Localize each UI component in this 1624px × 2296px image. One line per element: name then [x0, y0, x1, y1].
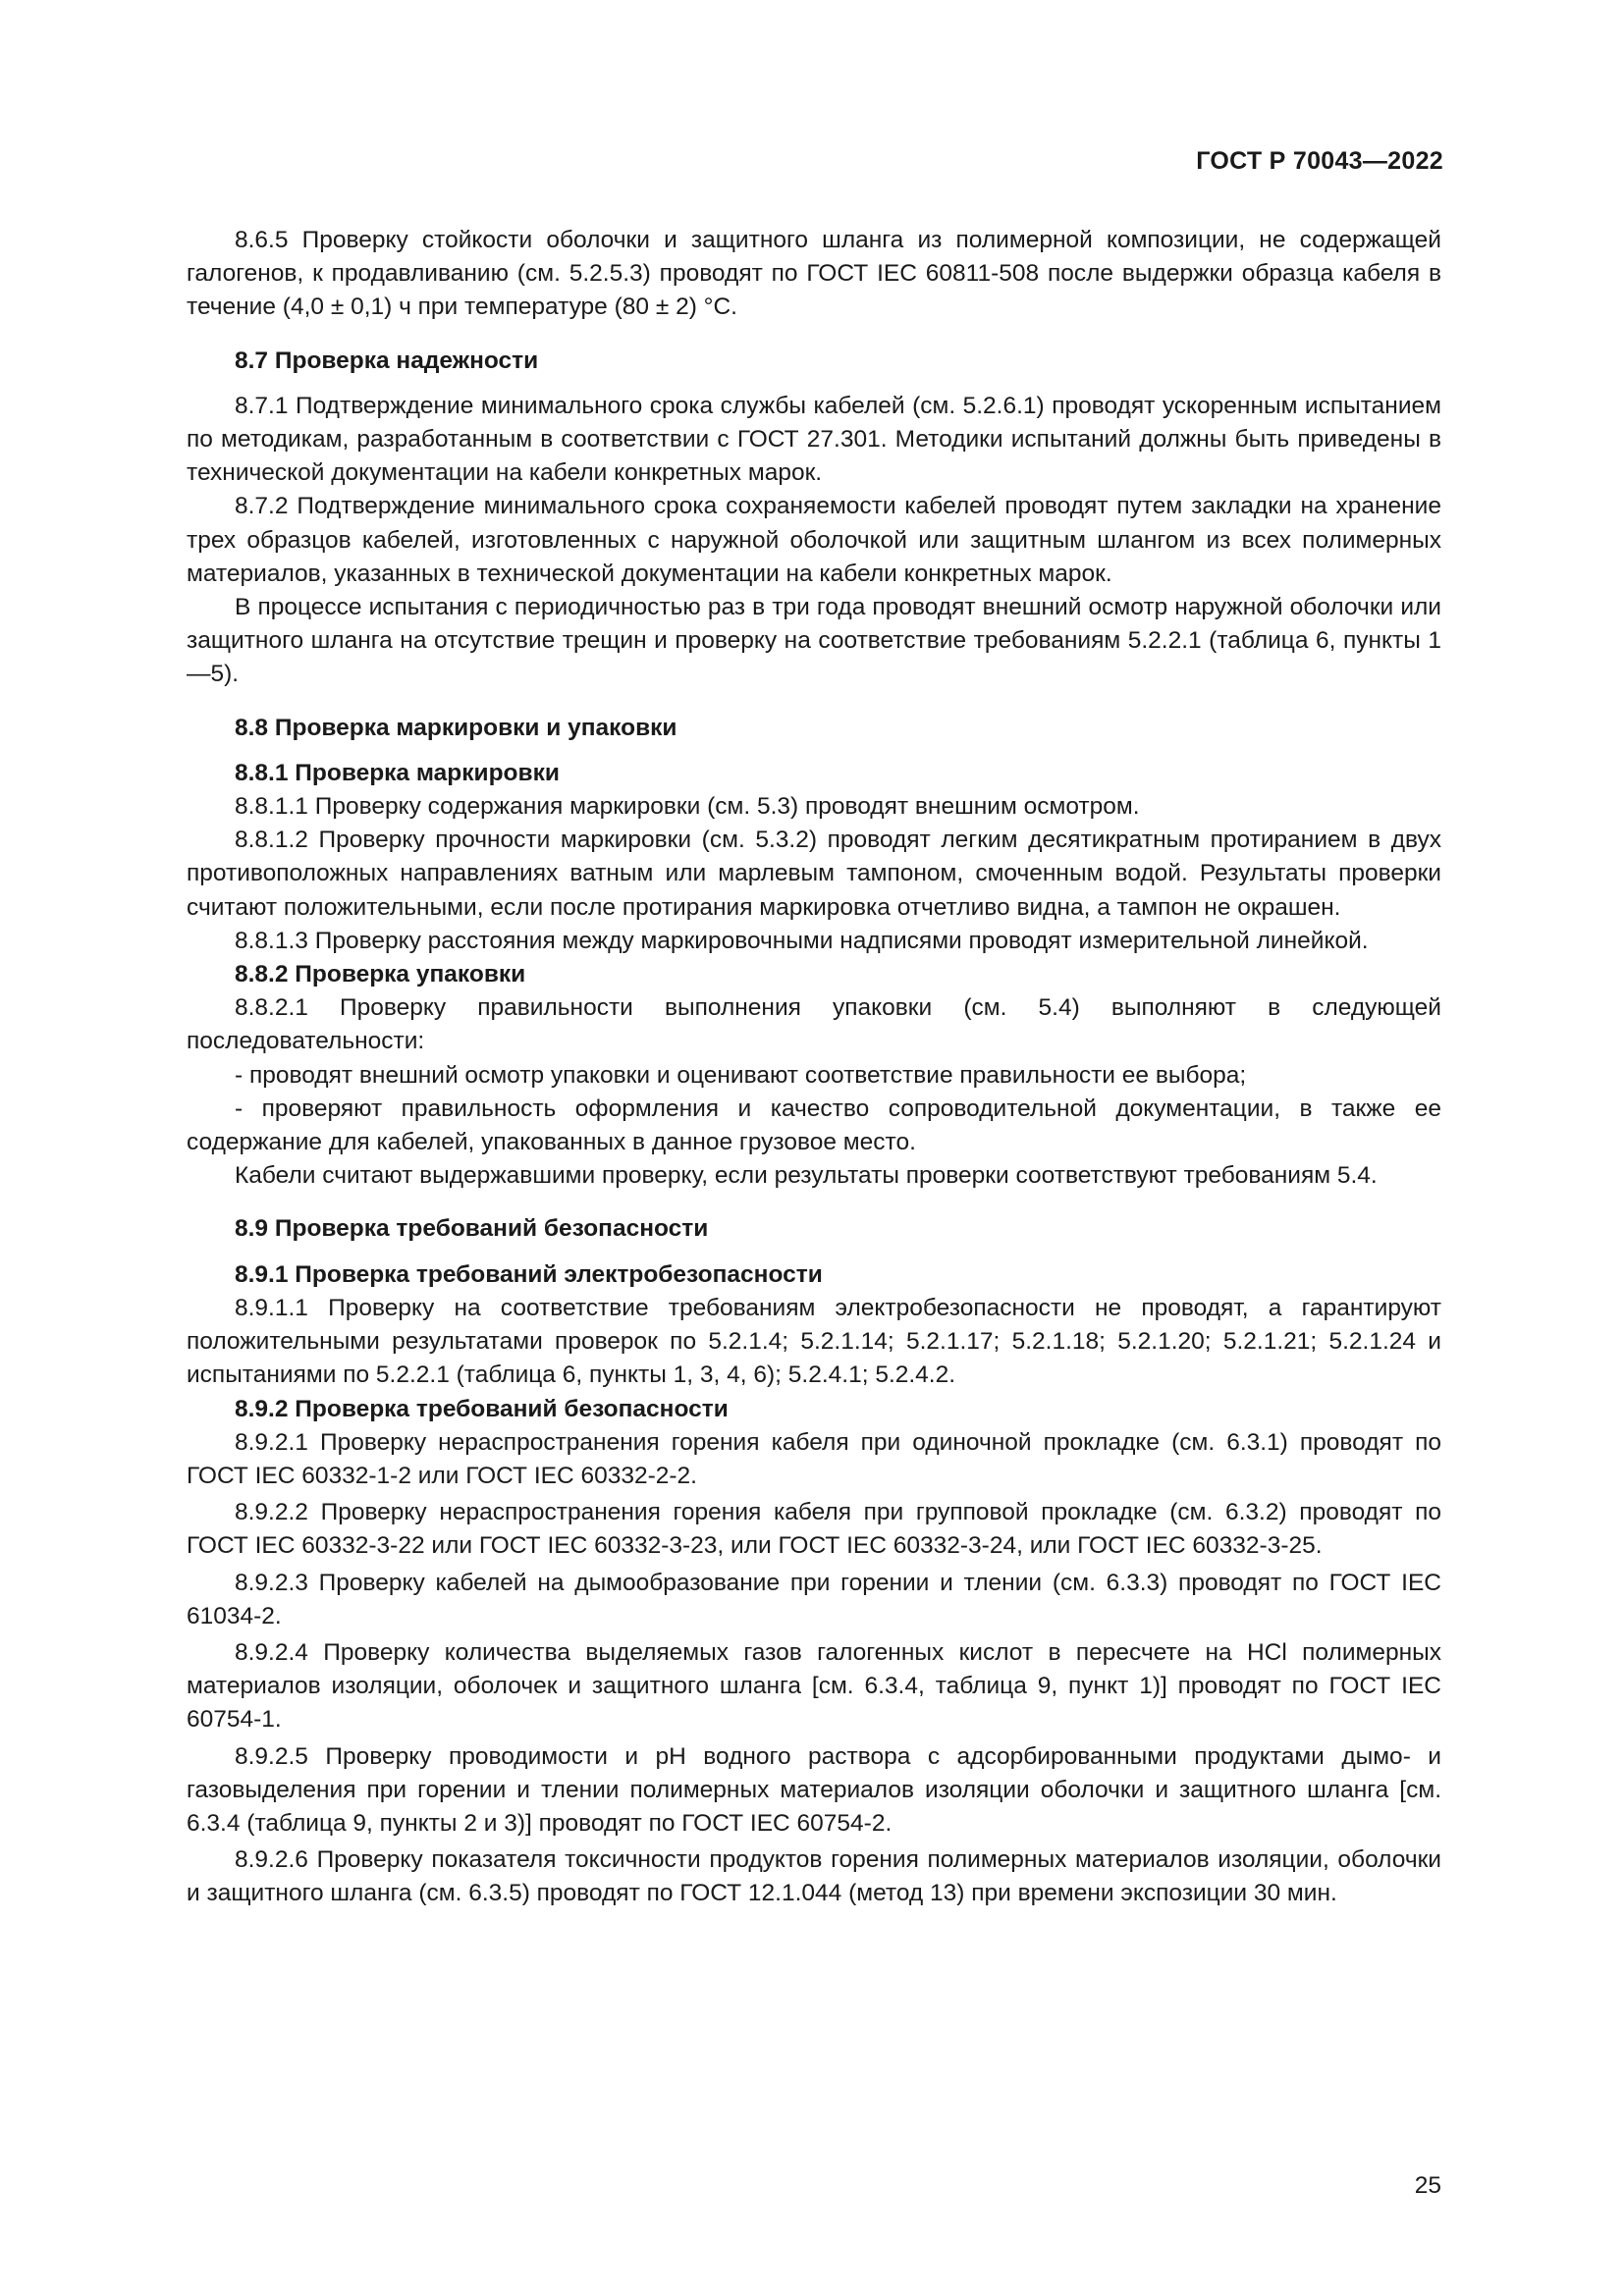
- paragraph: - проверяют правильность оформления и качество сопроводительной документации, в также ее содержание для кабелей, упакованных в данное грузовое место.: [187, 1095, 1441, 1156]
- document-body: [187, 224, 1441, 1911]
- paragraph: 8.9.1.1 Проверку на соответствие требованиям электробезопасности не проводят, а гарантируют положительными результатами проверок по 5.2.1.4; 5.2.1.14; 5.2.1.17; 5.2.1.18; 5.2.1.20; 5.2.1.21; 5.2.1.24 и испытаниями по 5.2.2.1 (таблица 6, пункты 1, 3, 4, 6); 5.2.4.1; 5.2.4.2.: [187, 1294, 1441, 1389]
- paragraph: 8.8.2.1 Проверку правильности выполнения упаковки (см. 5.4) выполняют в следующей последовательности:: [187, 994, 1441, 1055]
- paragraph: 8.6.5 Проверку стойкости оболочки и защитного шланга из полимерной композиции, не содержащей галогенов, к продавливанию (см. 5.2.5.3) проводят по ГОСТ IEC 60811-508 после выдержки образца кабеля в течение (4,0 ± 0,1) ч при температуре (80 ± 2) °С.: [187, 227, 1441, 321]
- paragraph: Кабели считают выдержавшими проверку, если результаты проверки соответствуют требованиям 5.4.: [235, 1162, 1378, 1190]
- paragraph: - проводят внешний осмотр упаковки и оценивают соответствие правильности ее выбора;: [235, 1061, 1247, 1089]
- section-heading: 8.7 Проверка надежности: [235, 347, 539, 374]
- section-heading: 8.8.1 Проверка маркировки: [235, 759, 560, 786]
- section-heading: 8.9.1 Проверка требований электробезопасности: [235, 1260, 823, 1288]
- page-number: 25: [1414, 2172, 1441, 2199]
- paragraph: 8.8.1.3 Проверку расстояния между маркировочными надписями проводят измерительной линейкой.: [235, 927, 1369, 954]
- section-heading: 8.9.2 Проверка требований безопасности: [235, 1395, 729, 1422]
- paragraph: 8.8.1.2 Проверку прочности маркировки (см. 5.3.2) проводят легким десятикратным протиранием в двух противоположных направлениях ватным или марлевым тампоном, смоченным водой. Результаты проверки считают положительными, если после протирания маркировка отчетливо видна, а тампон не окрашен.: [187, 827, 1441, 921]
- paragraph: 8.9.2.2 Проверку нераспространения горения кабеля при групповой прокладке (см. 6.3.2) проводят по ГОСТ IEC 60332-3-22 или ГОСТ IEC 60332-3-23, или ГОСТ IEC 60332-3-24, или ГОСТ IEC 60332-3-25.: [187, 1499, 1441, 1560]
- paragraph: 8.9.2.3 Проверку кабелей на дымообразование при горении и тлении (см. 6.3.3) проводят по ГОСТ IEC 61034-2.: [187, 1569, 1441, 1629]
- section-heading: 8.8.2 Проверка упаковки: [235, 961, 526, 988]
- paragraph: 8.9.2.5 Проверку проводимости и pH водного раствора с адсорбированными продуктами дымо- и газовыделения при горении и тлении полимерных материалов изоляции оболочки и защитного шланга [см. 6.3.4 (таблица 9, пункты 2 и 3)] проводят по ГОСТ IEC 60754-2.: [187, 1742, 1441, 1837]
- paragraph: 8.7.1 Подтверждение минимального срока службы кабелей (см. 5.2.6.1) проводят ускоренным испытанием по методикам, разработанным в соответствии с ГОСТ 27.301. Методики испытаний должны быть приведены в технической документации на кабели конкретных марок.: [187, 392, 1441, 487]
- paragraph: В процессе испытания с периодичностью раз в три года проводят внешний осмотр наружной оболочки или защитного шланга на отсутствие трещин и проверку на соответствие требованиям 5.2.2.1 (таблица 6, пункты 1—5).: [187, 594, 1441, 688]
- section-heading: 8.9 Проверка требований безопасности: [235, 1215, 709, 1243]
- paragraph: 8.7.2 Подтверждение минимального срока сохраняемости кабелей проводят путем закладки на хранение трех образцов кабелей, изготовленных с наружной оболочкой или защитным шлангом из всех полимерных материалов, указанных в технической документации на кабели конкретных марок.: [187, 493, 1441, 587]
- paragraph: 8.9.2.4 Проверку количества выделяемых газов галогенных кислот в пересчете на HCl полимерных материалов изоляции, оболочек и защитного шланга [см. 6.3.4, таблица 9, пункт 1)] проводят по ГОСТ IEC 60754-1.: [187, 1638, 1441, 1734]
- paragraph: 8.9.2.1 Проверку нераспространения горения кабеля при одиночной прокладке (см. 6.3.1) проводят по ГОСТ IEC 60332-1-2 или ГОСТ IEC 60332-2-2.: [187, 1428, 1441, 1489]
- paragraph: 8.9.2.6 Проверку показателя токсичности продуктов горения полимерных материалов изоляции, оболочки и защитного шланга (см. 6.3.5) проводят по ГОСТ 12.1.044 (метод 13) при времени экспозиции 30 мин.: [187, 1846, 1441, 1907]
- paragraph: 8.8.1.1 Проверку содержания маркировки (см. 5.3) проводят внешним осмотром.: [235, 793, 1140, 821]
- section-heading: 8.8 Проверка маркировки и упаковки: [235, 714, 677, 741]
- standard-designation: ГОСТ Р 70043—2022: [1196, 147, 1443, 175]
